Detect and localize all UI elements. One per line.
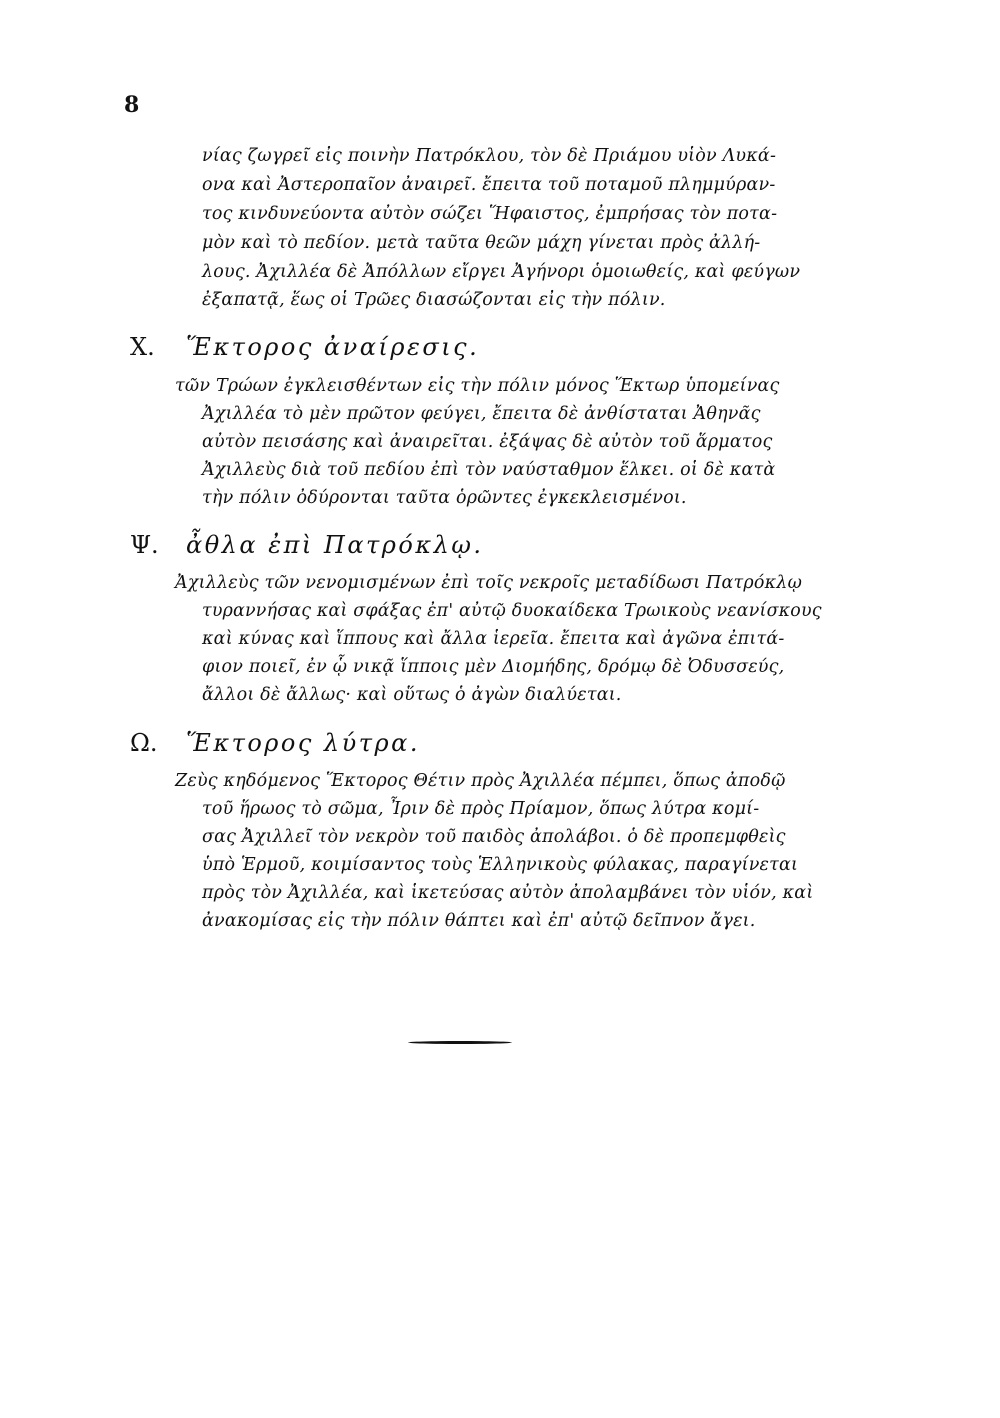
text-line: τοῦ ἥρωος τὸ σῶμα, Ἶριν δὲ πρὸς Πρίαμον, ὅπως λύτρα κομί- bbox=[202, 799, 760, 819]
text-line: τυραννήσας καὶ σφάξας ἐπ' αὐτῷ δυοκαίδεκα Τρωικοὺς νεανίσκους bbox=[202, 601, 822, 621]
text-line: Ἀχιλλέα τὸ μὲν πρῶτον φεύγει, ἔπειτα δὲ ἀνθίσταται Ἀθηνᾶς bbox=[202, 404, 761, 424]
section-heading bbox=[130, 729, 420, 757]
end-rule bbox=[408, 1041, 512, 1044]
text-line: αὐτὸν πεισάσης καὶ ἀναιρεῖται. ἐξάψας δὲ αὐτὸν τοῦ ἅρματος bbox=[202, 432, 773, 452]
text-line: τος κινδυνεύοντα αὐτὸν σώζει Ἥφαιστος, ἐμπρήσας τὸν ποτα- bbox=[202, 204, 778, 224]
text-line: ἄλλοι δὲ ἄλλως· καὶ οὕτως ὁ ἀγὼν διαλύεται. bbox=[202, 685, 622, 705]
section-letter: Ω. bbox=[130, 729, 158, 757]
text-line: νίας ζωγρεῖ εἰς ποινὴν Πατρόκλου, τὸν δὲ Πριάμου υἱὸν Λυκά- bbox=[202, 146, 777, 166]
text-line: τῶν Τρώων ἐγκλεισθέντων εἰς τὴν πόλιν μόνος Ἕκτωρ ὑπομείνας bbox=[175, 376, 780, 396]
text-line: φιον ποιεῖ, ἐν ᾧ νικᾷ ἵπποις μὲν Διομήδης, δρόμῳ δὲ Ὀδυσσεύς, bbox=[202, 657, 785, 677]
section-heading bbox=[130, 333, 479, 361]
section-heading bbox=[130, 531, 484, 559]
section-title: Ἕκτορος ἀναίρεσις. bbox=[186, 333, 480, 361]
text-line: ονα καὶ Ἀστεροπαῖον ἀναιρεῖ. ἔπειτα τοῦ ποταμοῦ πλημμύραν- bbox=[202, 175, 776, 195]
text-line: Ζεὺς κηδόμενος Ἕκτορος Θέτιν πρὸς Ἀχιλλέα πέμπει, ὅπως ἀποδῷ bbox=[175, 771, 786, 791]
section-title: Ἕκτορος λύτρα. bbox=[186, 729, 420, 757]
text-line: ὑπὸ Ἑρμοῦ, κοιμίσαντος τοὺς Ἑλληνικοὺς φύλακας, παραγίνεται bbox=[202, 855, 799, 875]
section-letter: Χ. bbox=[130, 333, 155, 361]
text-line: ἐξαπατᾷ, ἕως οἱ Τρῶες διασώζονται εἰς τὴν πόλιν. bbox=[202, 290, 666, 310]
text-line: λους. Ἀχιλλέα δὲ Ἀπόλλων εἴργει Ἀγήνορι ὁμοιωθείς, καὶ φεύγων bbox=[202, 262, 801, 282]
text-line: τὴν πόλιν ὀδύρονται ταῦτα ὁρῶντες ἐγκεκλεισμένοι. bbox=[202, 488, 687, 508]
section-title: ἆθλα ἐπὶ Πατρόκλῳ. bbox=[186, 531, 484, 559]
text-line: Ἀχιλλεὺς διὰ τοῦ πεδίου ἐπὶ τὸν ναύσταθμον ἕλκει. οἱ δὲ κατὰ bbox=[202, 460, 776, 480]
text-line: σας Ἀχιλλεῖ τὸν νεκρὸν τοῦ παιδὸς ἀπολάβοι. ὁ δὲ προπεμφθεὶς bbox=[202, 827, 786, 847]
text-line: ἀνακομίσας εἰς τὴν πόλιν θάπτει καὶ ἐπ' αὐτῷ δεῖπνον ἄγει. bbox=[202, 911, 756, 931]
text-line: μὸν καὶ τὸ πεδίον. μετὰ ταῦτα θεῶν μάχη γίνεται πρὸς ἀλλή- bbox=[202, 233, 761, 253]
text-line: καὶ κύνας καὶ ἵππους καὶ ἄλλα ἱερεῖα. ἔπειτα καὶ ἀγῶνα ἐπιτά- bbox=[202, 629, 785, 649]
page-number: 8 bbox=[124, 92, 140, 118]
text-line: Ἀχιλλεὺς τῶν νενομισμένων ἐπὶ τοῖς νεκροῖς μεταδίδωσι Πατρόκλῳ bbox=[175, 573, 803, 593]
text-line: πρὸς τὸν Ἀχιλλέα, καὶ ἱκετεύσας αὐτὸν ἀπολαμβάνει τὸν υἱόν, καὶ bbox=[202, 883, 814, 903]
section-letter: Ψ. bbox=[130, 531, 159, 559]
